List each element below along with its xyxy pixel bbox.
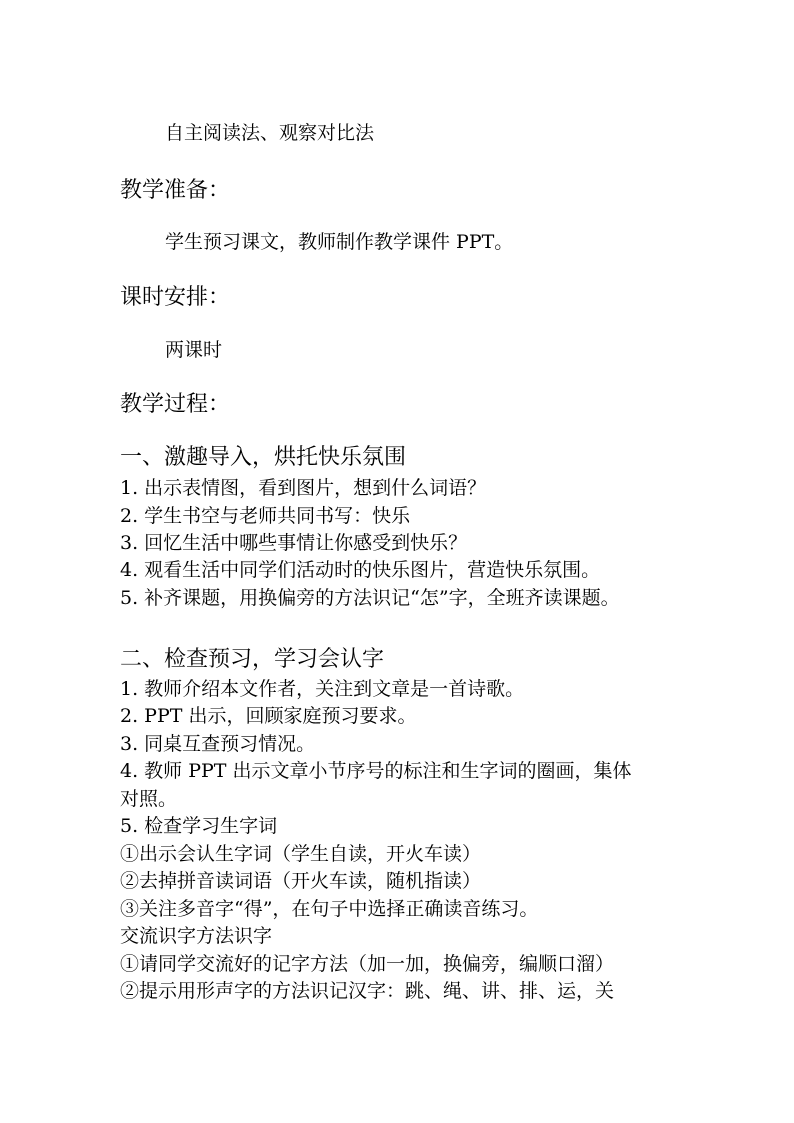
section-2-item: 4. 教师 PPT 出示文章小节序号的标注和生字词的圈画，集体 <box>120 760 632 782</box>
section-2-title: 二、检查预习，学习会认字 <box>120 647 385 672</box>
section-2-item: 1. 教师介绍本文作者，关注到文章是一首诗歌。 <box>120 678 525 700</box>
prep-heading: 教学准备： <box>120 178 231 203</box>
section-2-item: 交流识字方法识字 <box>120 925 273 947</box>
section-1-item: 5. 补齐课题，用换偏旁的方法识记“怎”字，全班齐读课题。 <box>120 587 620 609</box>
schedule-heading: 课时安排： <box>120 285 231 310</box>
teaching-method-text: 自主阅读法、观察对比法 <box>165 122 375 144</box>
section-2-item: 5. 检查学习生字词 <box>120 815 278 837</box>
process-heading: 教学过程： <box>120 392 231 417</box>
section-1-item: 4. 观看生活中同学们活动时的快乐图片，营造快乐氛围。 <box>120 559 601 581</box>
section-1-item: 2. 学生书空与老师共同书写：快乐 <box>120 505 411 527</box>
section-1-item: 1. 出示表情图，看到图片，想到什么词语？ <box>120 477 487 499</box>
section-2-item: 2. PPT 出示，回顾家庭预习要求。 <box>120 705 417 727</box>
schedule-text: 两课时 <box>165 339 223 361</box>
section-1-title: 一、激趣导入，烘托快乐氛围 <box>120 445 407 470</box>
section-2-item: ①出示会认生字词（学生自读，开火车读） <box>120 843 482 865</box>
section-2-item: ②提示用形声字的方法识记汉字：跳、绳、讲、排、运，关 <box>120 980 615 1002</box>
section-2-item: ③关注多音字“得”，在句子中选择正确读音练习。 <box>120 898 539 920</box>
section-2-item: 对照。 <box>120 788 178 810</box>
prep-text: 学生预习课文，教师制作教学课件 PPT。 <box>165 231 514 253</box>
section-2-item: ②去掉拼音读词语（开火车读，随机指读） <box>120 870 482 892</box>
section-2-item: 3. 同桌互查预习情况。 <box>120 733 316 755</box>
section-2-item: ①请同学交流好的记字方法（加一加，换偏旁，编顺口溜） <box>120 953 615 975</box>
section-1-item: 3. 回忆生活中哪些事情让你感受到快乐？ <box>120 532 468 554</box>
